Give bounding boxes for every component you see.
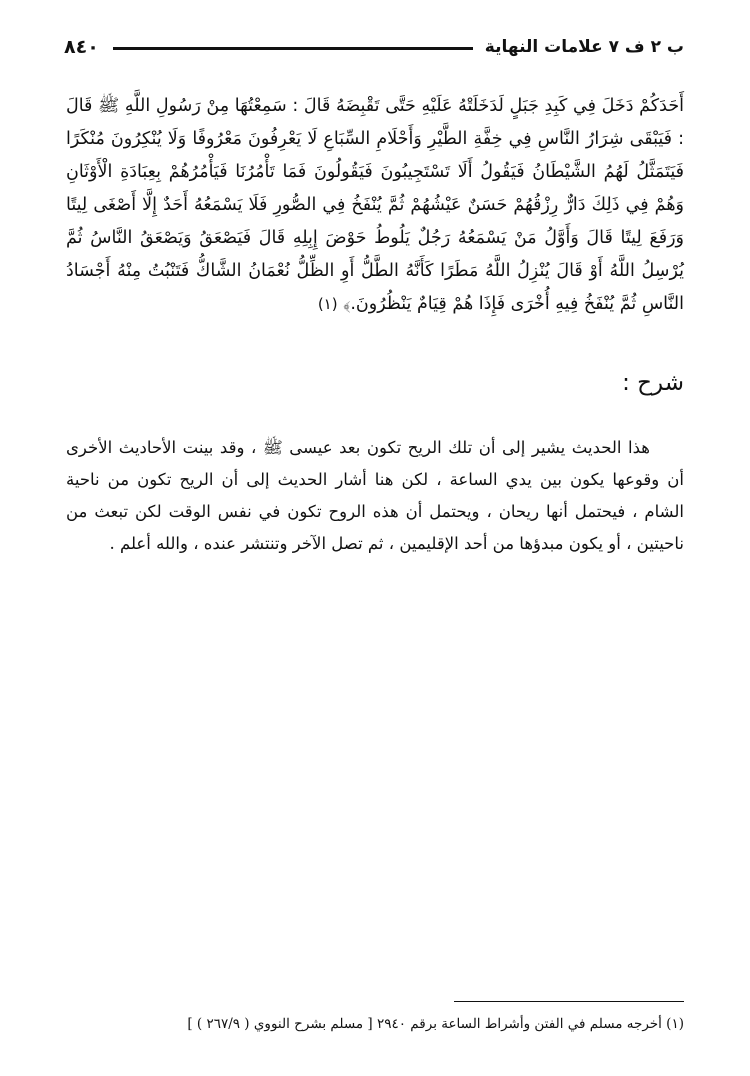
footnote: (١) أخرجه مسلم في الفتن وأشراط الساعة برقم ٢٩٤٠ [ مسلم بشرح النووي ( ٢٦٧/٩ ) ] [187,1016,684,1032]
footnote-rule [454,1001,684,1002]
footnote-reference: (١) [317,295,338,313]
sharh-paragraph: هذا الحديث يشير إلى أن تلك الريح تكون بعد عيسى ﷺ ، وقد بينت الأحاديث الأخرى أن وقوعها يكون بين يدي الساعة ، لكن هنا أشار الحديث إلى أن الريح تكون من ناحية الشام ، فيحتمل أنها ريحان ، ويحتمل أن هذه الروح تكون في نفس الوقت لكن تبعث من ناحيتين ، أو يكون مبدؤها من أحد الإقليمين ، ثم تصل الآخر وتنتشر عنده ، والله أعلم . [66,438,684,553]
page-number: ٨٤٠ [64,36,99,58]
chapter-title: ب ٢ ف ٧ علامات النهاية [484,37,684,57]
header-rule [113,47,473,50]
sharh-heading: شرح : [622,370,684,396]
running-header [64,30,684,64]
hadith-text-block [66,90,684,321]
sharh-body [66,432,684,560]
hadith-text: أَحَدَكُمْ دَخَلَ فِي كَبِدِ جَبَلٍ لَدَخَلَتْهُ عَلَيْهِ حَتَّى تَقْبِضَهُ قَالَ : سَمِعْتُهَا مِنْ رَسُولِ اللَّهِ ﷺ قَالَ : فَيَبْقَى شِرَارُ النَّاسِ فِي خِفَّةِ الطَّيْرِ وَأَحْلَامِ السِّبَاعِ لَا يَعْرِفُونَ مَعْرُوفًا وَلَا يُنْكِرُونَ مُنْكَرًا فَيَتَمَثَّلُ لَهُمُ الشَّيْطَانُ فَيَقُولُ أَلَا تَسْتَجِيبُونَ فَيَقُولُونَ فَمَا تَأْمُرُنَا فَيَأْمُرُهُمْ بِعِبَادَةِ الْأَوْثَانِ وَهُمْ فِي ذَلِكَ دَارٌّ رِزْقُهُمْ حَسَنٌ عَيْشُهُمْ ثُمَّ يُنْفَخُ فِي الصُّورِ فَلَا يَسْمَعُهُ أَحَدٌ إِلَّا أَصْغَى لِيتًا وَرَفَعَ لِيتًا قَالَ وَأَوَّلُ مَنْ يَسْمَعُهُ رَجُلٌ يَلُوطُ حَوْضَ إِبِلِهِ قَالَ فَيَصْعَقُ وَيَصْعَقُ النَّاسُ ثُمَّ يُرْسِلُ اللَّهُ أَوْ قَالَ يُنْزِلُ اللَّهُ مَطَرًا كَأَنَّهُ الطَّلُّ أَوِ الظِّلُّ نُعْمَانُ الشَّاكُّ فَتَنْبُتُ مِنْهُ أَجْسَادُ النَّاسِ ثُمَّ يُنْفَخُ فِيهِ أُخْرَى فَإِذَا هُمْ قِيَامٌ يَنْظُرُونَ.﴾ [66,96,684,314]
